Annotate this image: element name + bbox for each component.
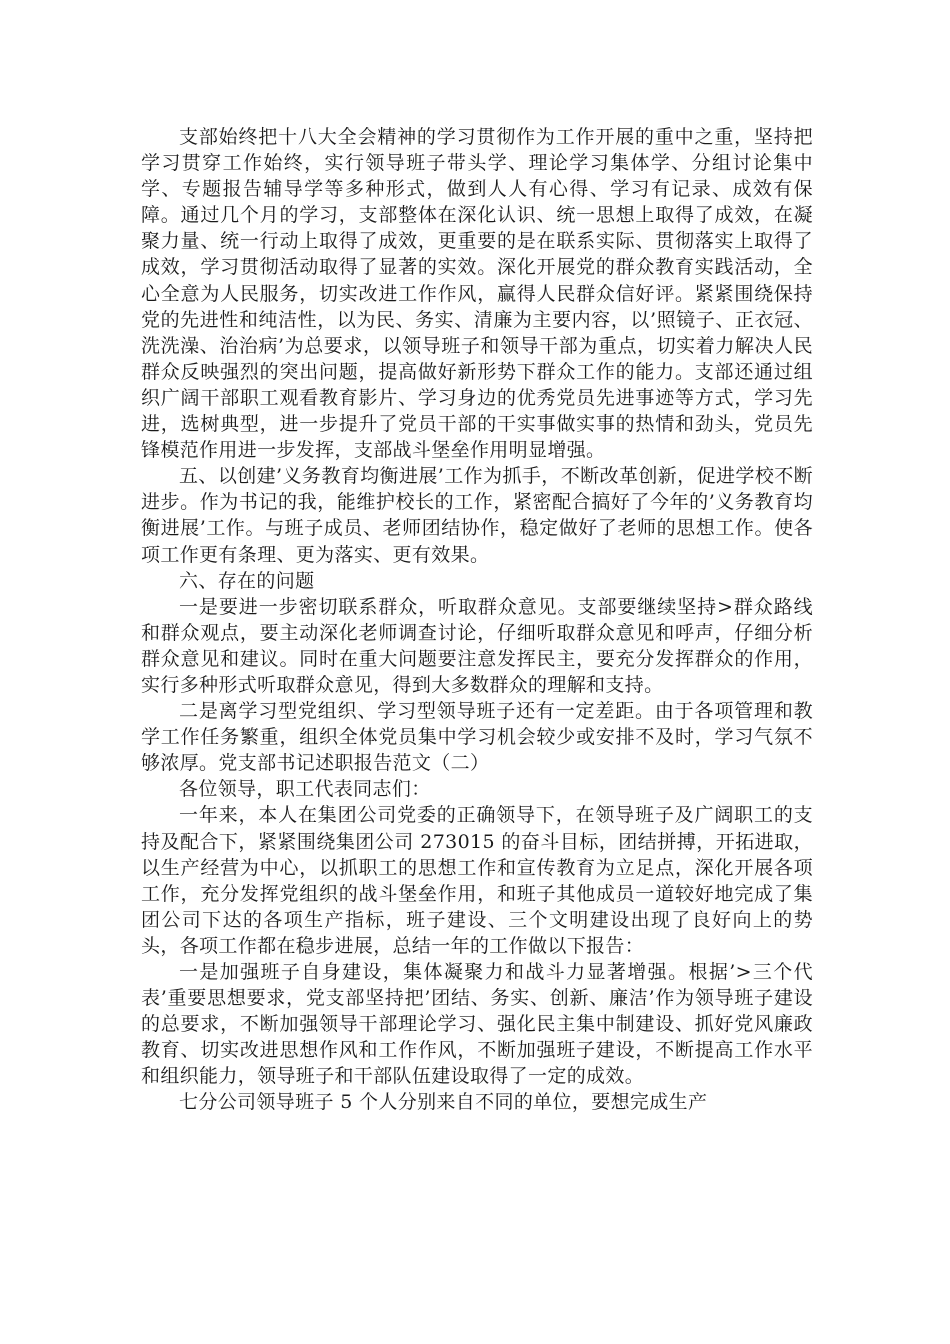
paragraph-issue-two: 二是离学习型党组织、学习型领导班子还有一定差距。由于各项管理和教学工作任务繁重，组织全体党员集中学习机会较少或安排不及时，学习气氛不够浓厚。党支部书记述职报告范文（二）: [141, 700, 813, 775]
paragraph-salutation: 各位领导，职工代表同志们：: [179, 778, 431, 801]
paragraph-branch-team: 七分公司领导班子 5 个人分别来自不同的单位，要想完成生产: [179, 1091, 708, 1114]
paragraph-study: 支部始终把十八大全会精神的学习贯彻作为工作开展的重中之重，坚持把学习贯穿工作始终，实行领导班子带头学、理论学习集体学、分组讨论集中学、专题报告辅导学等多种形式，做到人人有心得、学习有记录、成效有保障。通过几个月的学习，支部整体在深化认识、统一思想上取得了成效，在凝聚力量、统一行动上取得了成效，更重要的是在联系实际、贯彻落实上取得了成效，学习贯彻活动取得了显著的实效。深化开展党的群众教育实践活动，全心全意为人民服务，切实改进工作作风，赢得人民群众信好评。紧紧围绕保持党的先进性和纯洁性，以为民、务实、清廉为主要内容，以’照镜子、正衣冠、洗洗澡、治治病’为总要求，以领导班子和领导干部为重点，切实着力解决人民群众反映强烈的突出问题，提高做好新形势下群众工作的能力。支部还通过组织广阔干部职工观看教育影片、学习身边的优秀党员先进事迹等方式，学习先进，选树典型，进一步提升了党员干部的干实事做实事的热情和劲头，党员先锋模范作用进一步发挥，支部战斗堡垒作用明显增强。: [141, 126, 813, 462]
paragraph-issue-one: 一是要进一步密切联系群众，听取群众意见。支部要继续坚持>群众路线和群众观点，要主动深化老师调查讨论，仔细听取群众意见和呼声，仔细分析群众意见和建议。同时在重大问题要注意发挥民主，要充分发挥群众的作用，实行多种形式听取群众意见，得到大多数群众的理解和支持。: [141, 595, 813, 696]
document-body: [141, 124, 813, 1116]
paragraph-section-five: 五、以创建’义务教育均衡进展’工作为抓手，不断改革创新，促进学校不断进步。作为书记的我，能维护校长的工作，紧密配合搞好了今年的’义务教育均衡进展’工作。与班子成员、老师团结协作，稳定做好了老师的思想工作。使各项工作更有条理、更为落实、更有效果。: [141, 465, 813, 566]
paragraph-year-summary: 一年来，本人在集团公司党委的正确领导下，在领导班子及广阔职工的支持及配合下，紧紧围绕集团公司 273015 的奋斗目标，团结拼搏，开拓进取，以生产经营为中心，以抓职工的思想工作和宣传教育为立足点，深化开展各项工作，充分发挥党组织的战斗堡垒作用，和班子其他成员一道较好地完成了集团公司下达的各项生产指标，班子建设、三个文明建设出现了良好向上的势头，各项工作都在稳步进展，总结一年的工作做以下报告：: [141, 804, 813, 957]
paragraph-section-six-heading: 六、存在的问题: [179, 569, 315, 592]
paragraph-team-building: 一是加强班子自身建设，集体凝聚力和战斗力显著增强。根据’>三个代表’重要思想要求，党支部坚持把’团结、务实、创新、廉洁’作为领导班子建设的总要求，不断加强领导干部理论学习、强化民主集中制建设、抓好党风廉政教育、切实改进思想作风和工作作风，不断加强班子建设，不断提高工作水平和组织能力，领导班子和干部队伍建设取得了一定的成效。: [141, 961, 813, 1088]
